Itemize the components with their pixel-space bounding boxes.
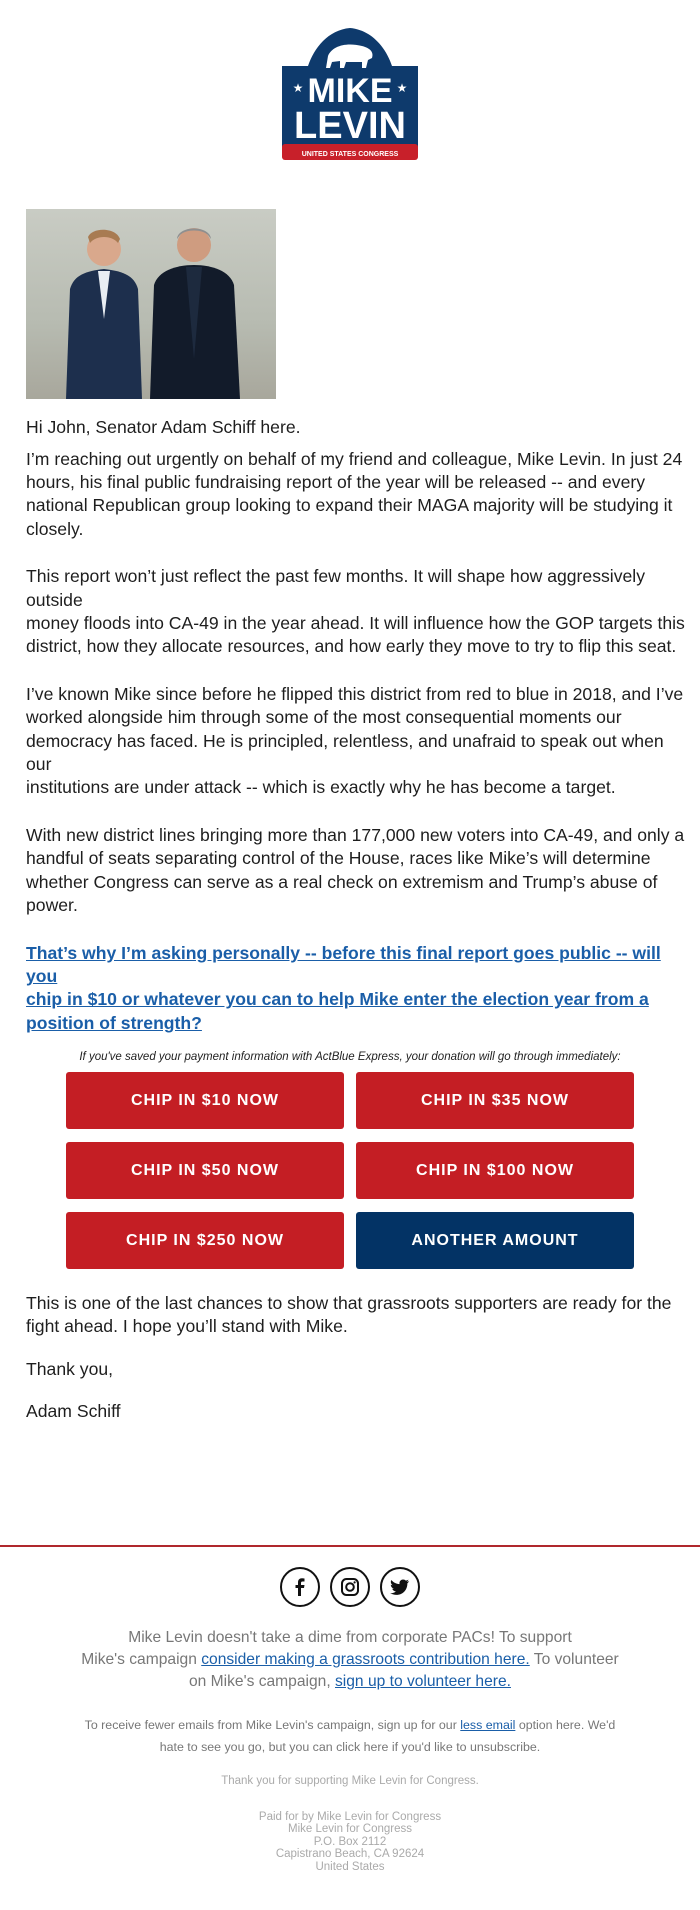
twitter-icon[interactable]	[380, 1567, 420, 1607]
volunteer-link[interactable]: sign up to volunteer here.	[335, 1673, 511, 1690]
paragraph-line: This is one of the last chances to show that grassroots supporters are ready for the	[26, 1293, 672, 1314]
svg-text:UNITED STATES CONGRESS: UNITED STATES CONGRESS	[301, 151, 399, 158]
signature: Adam Schiff	[26, 1400, 121, 1421]
paragraph-2	[26, 565, 690, 658]
less-email-link[interactable]: less email	[460, 1718, 516, 1732]
instagram-icon[interactable]	[330, 1567, 370, 1607]
svg-text:MIKE: MIKE	[307, 72, 393, 110]
paragraph-line: This report won’t just reflect the past few months. It will shape how aggressively outside	[26, 566, 645, 610]
svg-text:★: ★	[292, 81, 304, 95]
paragraph-line: national Republican group looking to expand their MAGA majority will be studying it	[26, 495, 673, 516]
facebook-icon[interactable]	[280, 1567, 320, 1607]
paragraph-line: worked alongside him through some of the most consequential moments our	[26, 707, 622, 728]
paragraph-line: democracy has faced. He is principled, relentless, and unafraid to speak out when our	[26, 730, 664, 775]
paragraph-line: With new district lines bringing more than 177,000 new voters into CA-49, and only a	[26, 825, 685, 846]
paragraph-line: whether Congress can serve as a real check on extremism and Trump’s abuse of	[26, 871, 658, 892]
footer-unsubscribe-text: To receive fewer emails from Mike Levin's campaign, sign up for our less email option here. We'd hate to see you go, but you can click here if you'd like to unsubscribe.	[0, 1714, 700, 1758]
paragraph-line: power.	[26, 895, 78, 916]
paragraph-4	[26, 824, 690, 917]
chip-in-35-button[interactable]: CHIP IN $35 NOW	[356, 1072, 634, 1129]
paragraph-1	[26, 448, 690, 541]
chip-in-10-button[interactable]: CHIP IN $10 NOW	[66, 1072, 344, 1129]
greeting: Hi John, Senator Adam Schiff here.	[26, 417, 301, 437]
closing-paragraph	[26, 1292, 690, 1339]
email-body	[26, 416, 690, 1448]
footer-divider	[0, 1545, 700, 1547]
footer-pacs-text: Mike Levin doesn't take a dime from corporate PACs! To support Mike's campaign consider making a grassroots contribution here. To volunteer on Mike's campaign, sign up to volunteer here.	[81, 1629, 619, 1690]
paragraph-line: I’ve known Mike since before he flipped this district from red to blue in 2018, and I’ve	[26, 684, 684, 705]
footer-address: Paid for by Mike Levin for Congress Mike Levin for Congress P.O. Box 2112 Capistrano Beach, CA 92624 United States	[258, 1811, 442, 1873]
donation-buttons	[66, 1072, 634, 1269]
paragraph-line: hours, his final public fundraising report of the year will be released -- and every	[26, 472, 646, 493]
paragraph-line: district, how they allocate resources, and how early they move to try to flip this seat.	[26, 636, 677, 657]
svg-text:★: ★	[396, 81, 408, 95]
paragraph-line: money floods into CA-49 in the year ahead. It will influence how the GOP targets this	[26, 613, 685, 634]
mike-levin-logo	[280, 26, 420, 164]
donate-cta-link[interactable]: That’s why I’m asking personally -- before this final report goes public -- will you chip in $10 or whatever you can to help Mike enter the election year from a position of strength?	[26, 942, 661, 1033]
levin-schiff-photo	[26, 209, 276, 399]
chip-in-50-button[interactable]: CHIP IN $50 NOW	[66, 1142, 344, 1199]
grassroots-contribution-link[interactable]: consider making a grassroots contribution here.	[201, 1651, 530, 1668]
chip-in-100-button[interactable]: CHIP IN $100 NOW	[356, 1142, 634, 1199]
paragraph-line: institutions are under attack -- which is exactly why he has become a target.	[26, 777, 616, 798]
actblue-express-note: If you've saved your payment information with ActBlue Express, your donation will go through immediately:	[79, 1051, 621, 1064]
footer-thank-you: Thank you for supporting Mike Levin for Congress.	[221, 1775, 479, 1787]
svg-text:LEVIN: LEVIN	[294, 105, 406, 147]
another-amount-button[interactable]: ANOTHER AMOUNT	[356, 1212, 634, 1269]
paragraph-line: fight ahead. I hope you’ll stand with Mike.	[26, 1316, 348, 1337]
chip-in-250-button[interactable]: CHIP IN $250 NOW	[66, 1212, 344, 1269]
paragraph-line: I’m reaching out urgently on behalf of my friend and colleague, Mike Levin. In just 24	[26, 448, 683, 469]
paragraph-3	[26, 683, 690, 799]
paragraph-line: handful of seats separating control of the House, races like Mike’s will determine	[26, 848, 651, 869]
unsubscribe-link[interactable]: hate to see you go, but you can click here if you'd like to unsubscribe.	[159, 1740, 541, 1754]
paragraph-line: closely.	[26, 518, 84, 539]
thanks-text: Thank you,	[26, 1358, 114, 1379]
